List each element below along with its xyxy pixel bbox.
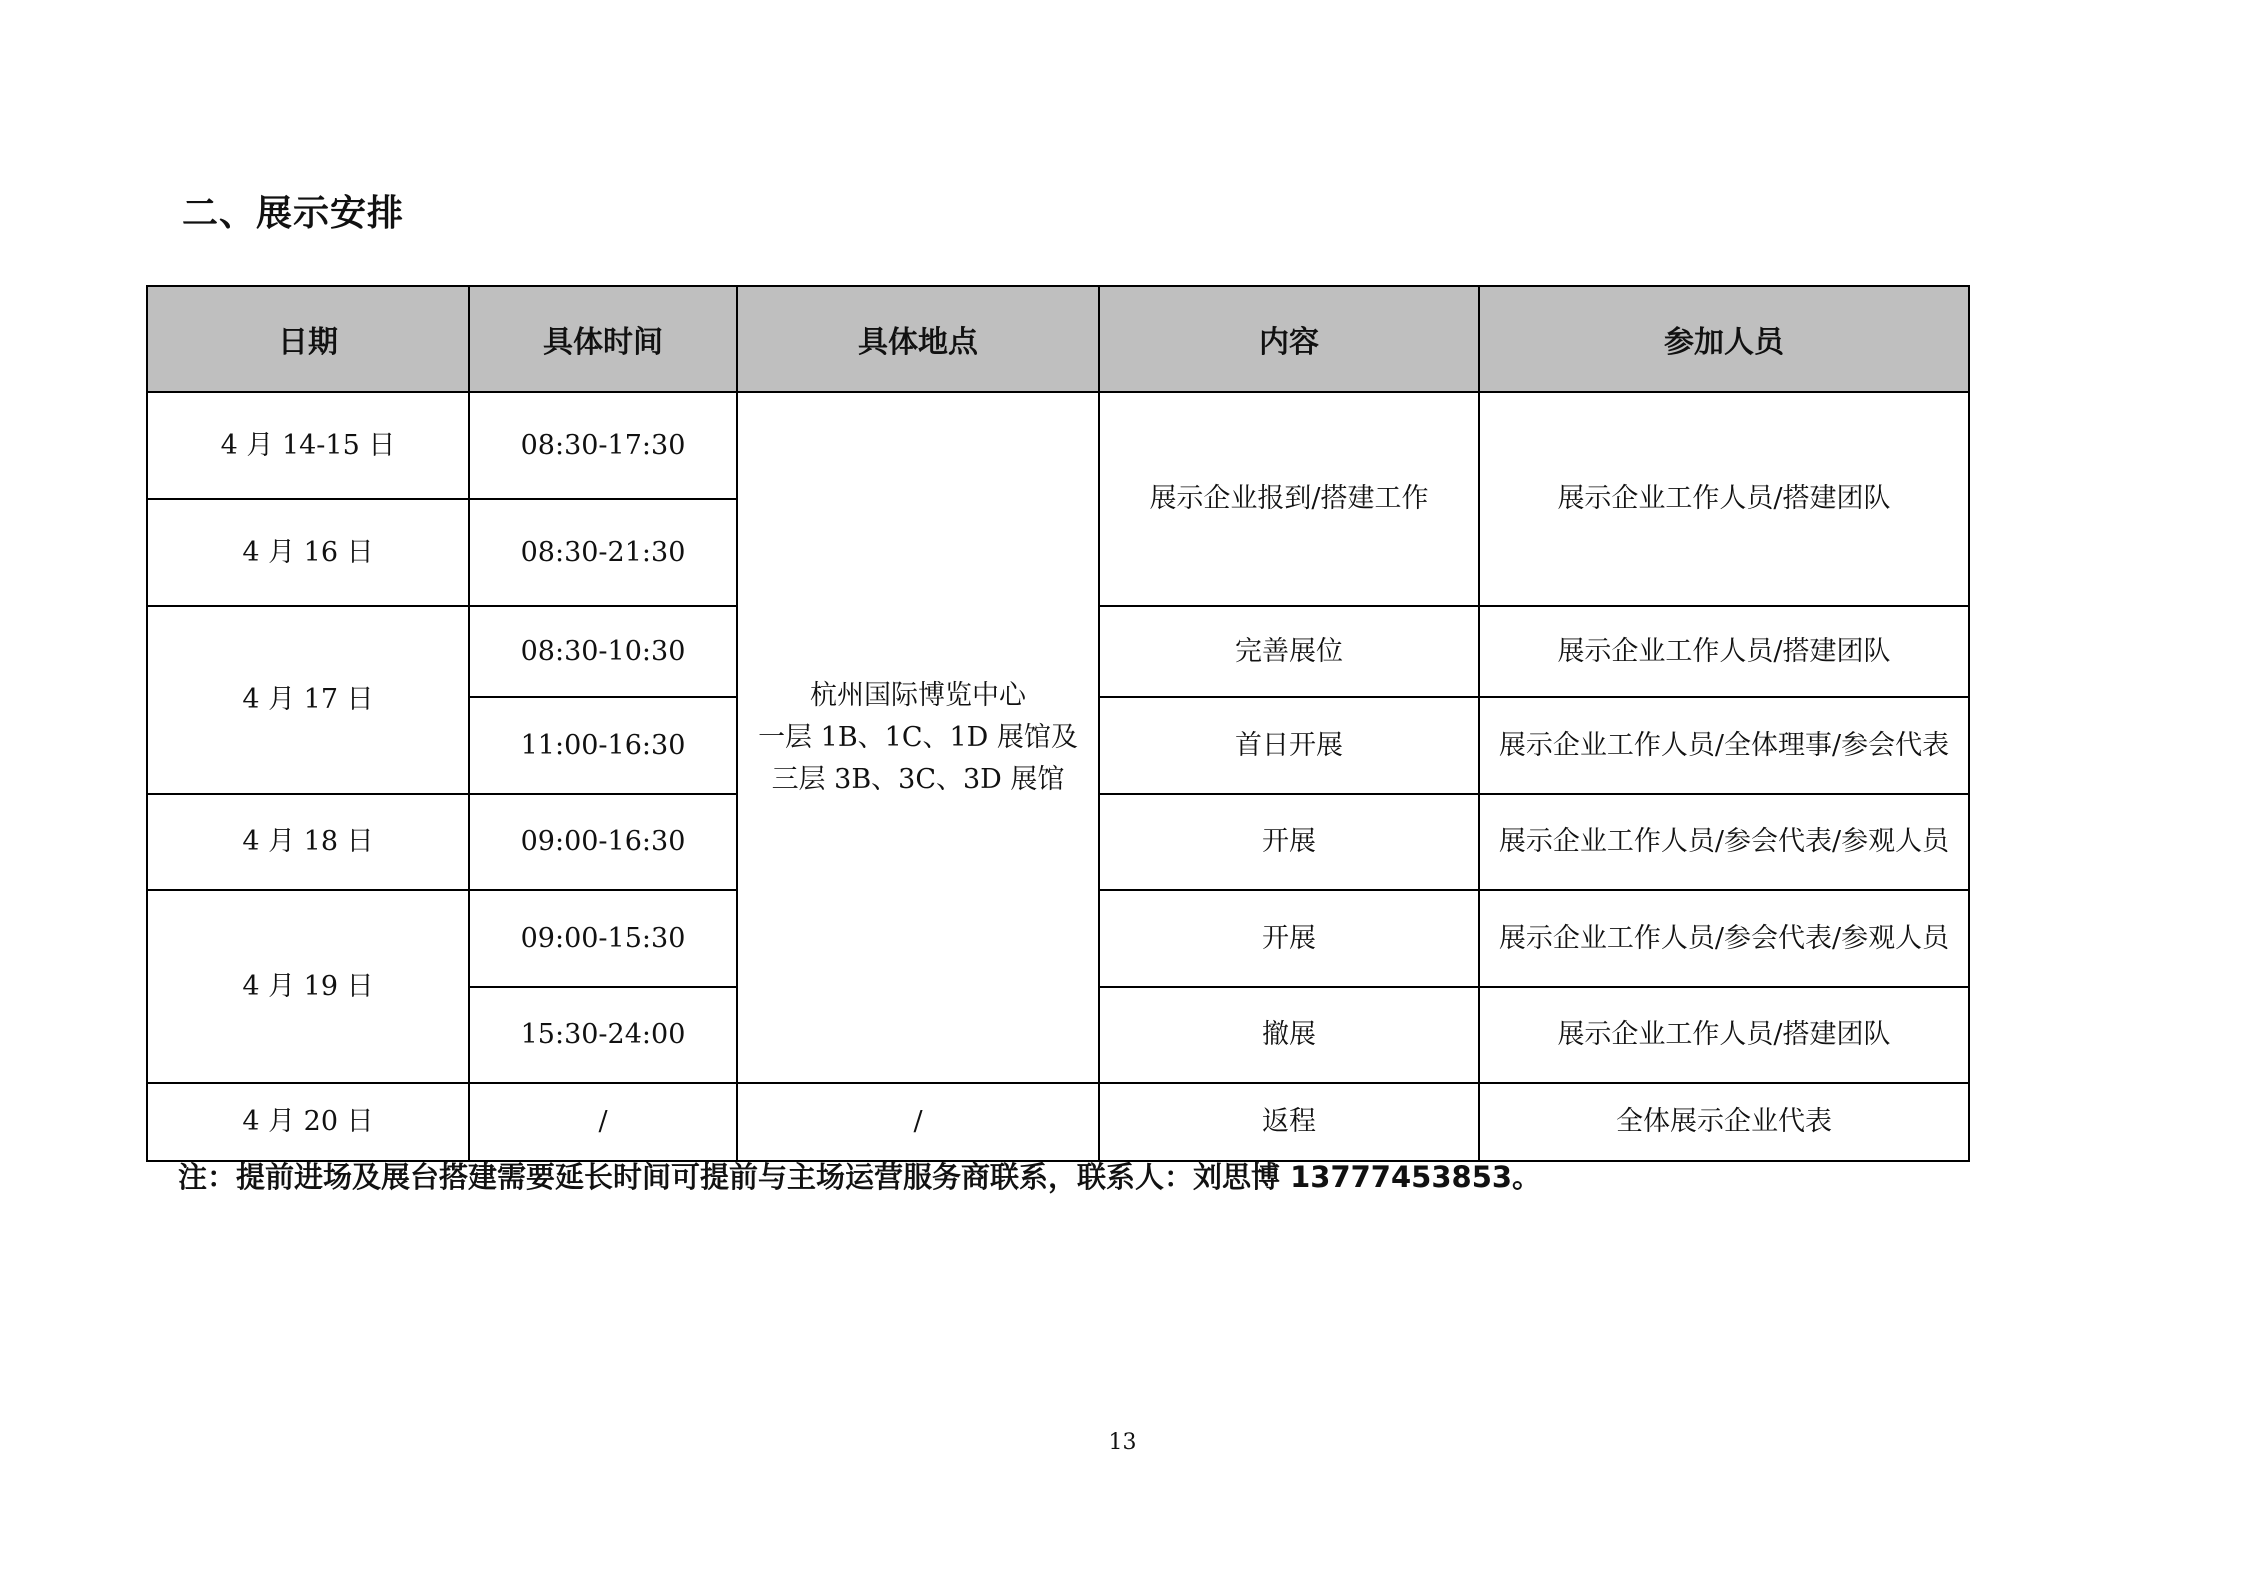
time-cell: 15:30-24:00 <box>469 987 737 1083</box>
header-location: 具体地点 <box>737 286 1099 392</box>
date-cell: 4 月 14-15 日 <box>147 392 469 499</box>
content-cell: 完善展位 <box>1099 606 1479 697</box>
date-cell: 4 月 17 日 <box>147 606 469 794</box>
content-cell: 开展 <box>1099 890 1479 987</box>
time-cell: 09:00-16:30 <box>469 794 737 890</box>
table-row <box>147 392 1969 499</box>
location-cell <box>737 392 1099 1083</box>
participants-cell: 展示企业工作人员/搭建团队 <box>1479 987 1969 1083</box>
table-header-row <box>147 286 1969 392</box>
participants-cell: 展示企业工作人员/全体理事/参会代表 <box>1479 697 1969 794</box>
table-row <box>147 1083 1969 1161</box>
location-line: 一层 1B、1C、1D 展馆及 <box>758 721 1078 753</box>
location-line: 三层 3B、3C、3D 展馆 <box>771 763 1065 795</box>
time-cell: 08:30-17:30 <box>469 392 737 499</box>
footnote: 注：提前进场及展台搭建需要延长时间可提前与主场运营服务商联系，联系人：刘思博 13777453853。 <box>178 1160 1542 1194</box>
date-cell: 4 月 20 日 <box>147 1083 469 1161</box>
page-number: 13 <box>1108 1430 1137 1455</box>
location-cell: / <box>737 1083 1099 1161</box>
participants-cell: 展示企业工作人员/参会代表/参观人员 <box>1479 890 1969 987</box>
content-cell: 开展 <box>1099 794 1479 890</box>
section-title: 二、展示安排 <box>182 193 405 234</box>
header-time: 具体时间 <box>469 286 737 392</box>
header-date: 日期 <box>147 286 469 392</box>
content-cell: 首日开展 <box>1099 697 1479 794</box>
time-cell: 08:30-21:30 <box>469 499 737 606</box>
content-cell: 展示企业报到/搭建工作 <box>1099 392 1479 606</box>
location-line: 杭州国际博览中心 <box>810 679 1026 711</box>
time-cell: 09:00-15:30 <box>469 890 737 987</box>
header-participants: 参加人员 <box>1479 286 1969 392</box>
date-cell: 4 月 19 日 <box>147 890 469 1083</box>
date-cell: 4 月 16 日 <box>147 499 469 606</box>
content-cell: 返程 <box>1099 1083 1479 1161</box>
schedule-table <box>146 285 1970 1162</box>
participants-cell: 展示企业工作人员/搭建团队 <box>1479 392 1969 606</box>
participants-cell: 全体展示企业代表 <box>1479 1083 1969 1161</box>
content-cell: 撤展 <box>1099 987 1479 1083</box>
header-content: 内容 <box>1099 286 1479 392</box>
date-cell: 4 月 18 日 <box>147 794 469 890</box>
time-cell: 08:30-10:30 <box>469 606 737 697</box>
time-cell: / <box>469 1083 737 1161</box>
time-cell: 11:00-16:30 <box>469 697 737 794</box>
participants-cell: 展示企业工作人员/搭建团队 <box>1479 606 1969 697</box>
participants-cell: 展示企业工作人员/参会代表/参观人员 <box>1479 794 1969 890</box>
